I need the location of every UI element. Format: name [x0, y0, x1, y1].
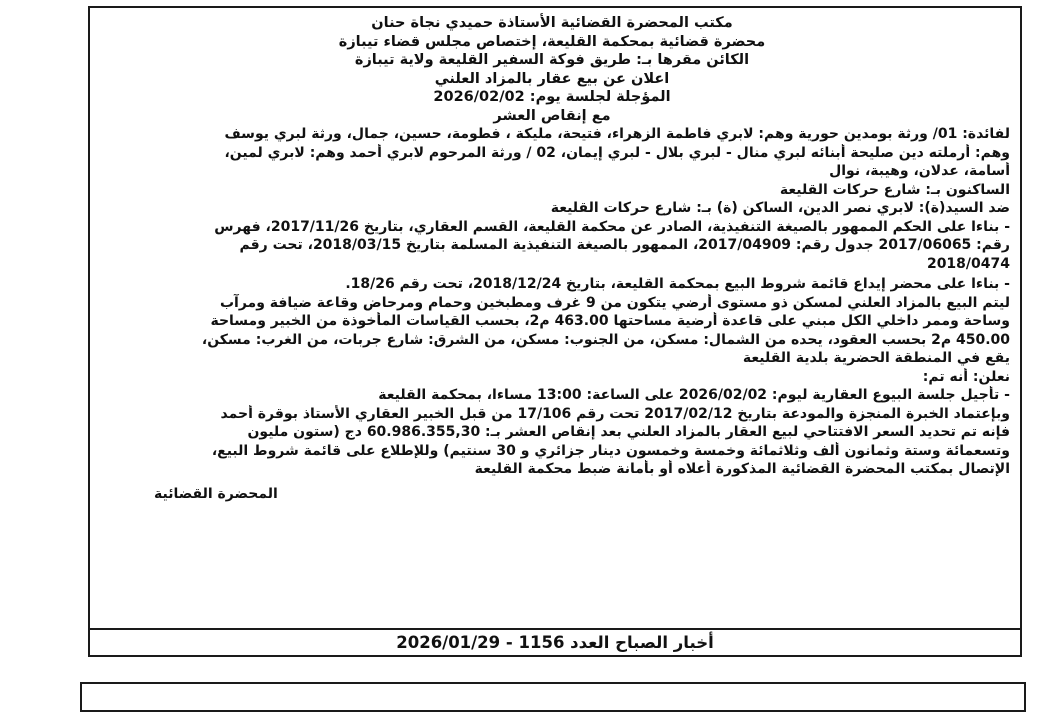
notice-body [94, 14, 1010, 503]
notice-title: اعلان عن بيع عقار بالمزاد العلني [434, 70, 670, 87]
reduction-note: مع إنقاص العشر [493, 107, 611, 124]
office-jurisdiction: محضرة قضائية بمحكمة القليعة، إختصاص مجلس قضاء تيبازة [338, 33, 766, 50]
beneficiaries-line: أسامة، عدلان، وهيبة، نوال [829, 163, 1010, 179]
newspaper-footer: أخبار الصباح العدد 1156 - 2026/01/29 [396, 633, 714, 652]
property-line: ليتم البيع بالمزاد العلني لمسكن ذو مستوى أرضي يتكون من 9 غرف ومطبخين وحمام ومرحاض وقاعة ضيافة ومرآب [219, 294, 1010, 311]
beneficiaries-residence: الساكنون بـ: شارع حركات القليعة [779, 181, 1010, 198]
postponement-line: - تأجيل جلسة البيوع العقارية ليوم: 2026/02/02 على الساعة: 13:00 مساءا، بمحكمة القليعة [378, 387, 1010, 403]
deposit-record: - بناءا على محضر إيداع قائمة شروط البيع بمحكمة القليعة، بتاريخ 2018/12/24، تحت رقم 18/26. [345, 276, 1010, 292]
auction-notice [88, 6, 1022, 657]
property-location: يقع في المنطقة الحضرية بلدية القليعة [742, 350, 1010, 366]
next-notice-frame [80, 682, 1026, 712]
property-line: 450.00 م2 بحسب العقود، يحده من الشمال: مسكن، من الجنوب: مسكن، من الشرق: شارع جربات، من الغرب: مسكن، [201, 331, 1010, 348]
announce-label: نعلن: أنه تم: [922, 368, 1010, 385]
beneficiaries-line: وهم: أرملته دين صليحة أبنائه لبري منال - لبري بلال - لبري إيمان، 02 / ورثة المرحوم لابري أحمد وهم: لابري لمين، [224, 144, 1010, 161]
judgment-line: - بناءا على الحكم الممهور بالصيغة التنفيذية، الصادر عن محكمة القليعة، القسم العقاري، بتاريخ 2017/11/26، فهرس [214, 218, 1010, 235]
price-line: فإنه تم تحديد السعر الافتتاحي لبيع العقار بالمزاد العلني بعد إنقاص العشر بـ: 60.986.355,30 دج (ستون مليون [247, 424, 1010, 440]
office-address: الكائن مقرها بـ: طريق فوكة السفير القليعة ولاية تيبازة [354, 52, 750, 68]
postponed-session: المؤجلة لجلسة يوم: 2026/02/02 [433, 89, 671, 105]
expertise-line: وبإعتماد الخبرة المنجزة والمودعة بتاريخ 2017/02/12 تحت رقم 17/106 من قبل الخبير العقاري الأستاذ بوقرة أحمد [220, 405, 1010, 422]
footer-divider [90, 628, 1020, 630]
judgment-line: رقم: 2017/06065 جدول رقم: 2017/04909، الممهور بالصيغة التنفيذية المسلمة بتاريخ 2018/03/15، تحت رقم [239, 237, 1010, 253]
beneficiaries-line: لفائدة: 01/ ورثة بومدين حورية وهم: لابري فاطمة الزهراء، فتيحة، مليكة ، فطومة، حسين، جمال، ورثة لبري يوسف [224, 126, 1010, 142]
office-name: مكتب المحضرة القضائية الأستاذة حميدي نجاة حنان [371, 15, 733, 31]
judgment-line: 2018/0474 [926, 255, 1010, 272]
price-words-line: وتسعمائة وستة وثمانون ألف وثلاثمائة وخمسة وخمسون دينار جزائري و 30 سنتيم) وللإطلاع على قائمة شروط البيع، [211, 442, 1010, 459]
signature: المحضرة القضائية [154, 485, 278, 502]
property-line: وساحة وممر داخلي الكل مبني على قاعدة أرضية مساحتها 463.00 م2، بحسب القياسات المأخوذة من الخبير ومساحة [210, 313, 1010, 329]
contact-line: الإتصال بمكتب المحضرة القضائية المذكورة أعلاه أو بأمانة ضبط محكمة القليعة [474, 461, 1010, 477]
against-party: ضد السيد(ة): لابري نصر الدين، الساكن (ة) بـ: شارع حركات القليعة [550, 200, 1010, 216]
